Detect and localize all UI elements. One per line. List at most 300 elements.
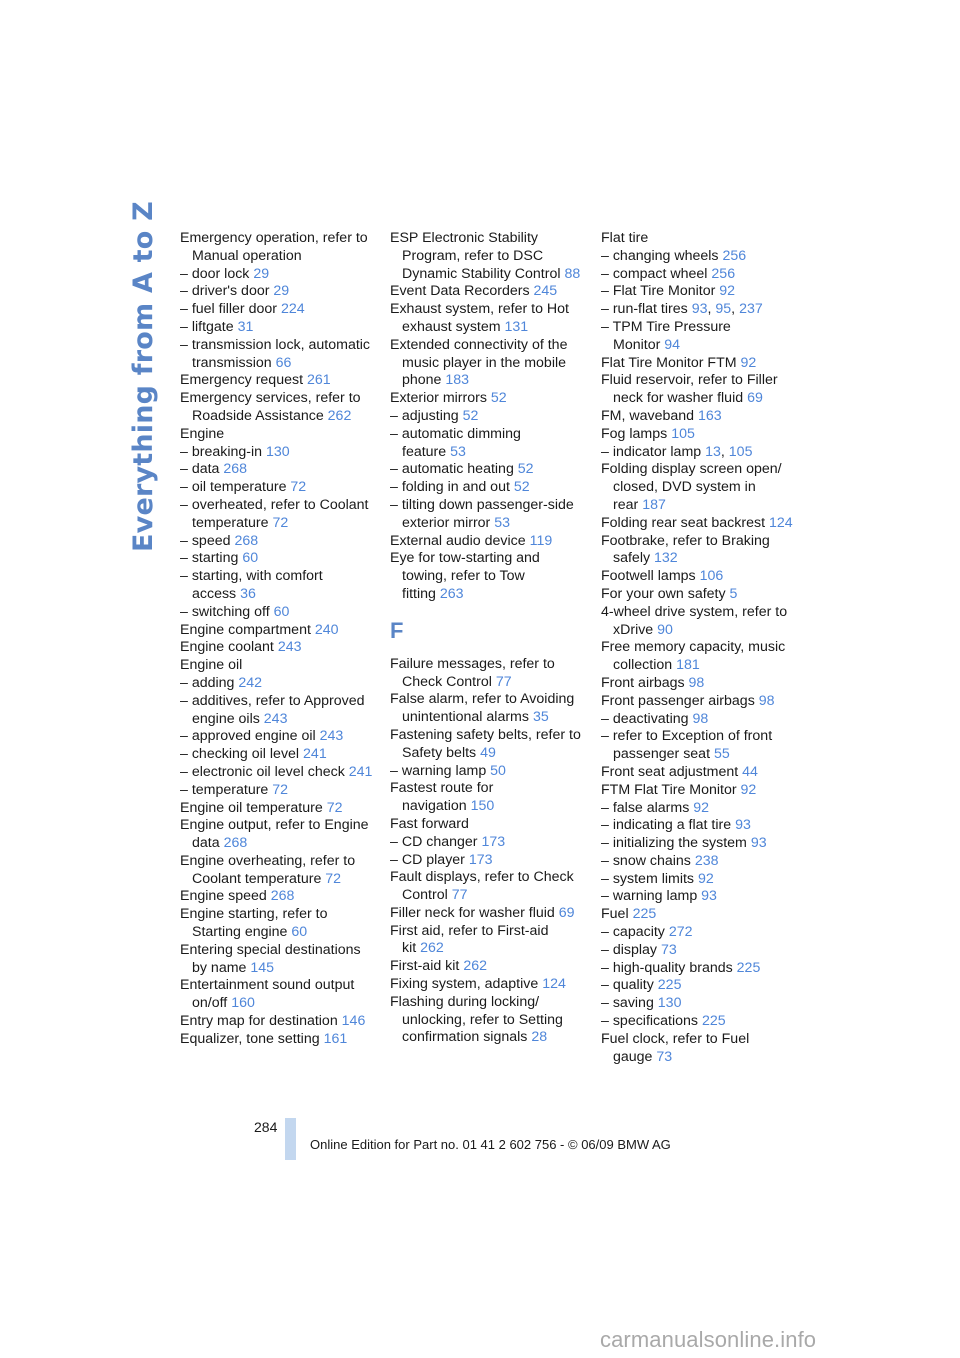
- index-entry-text: – indicator lamp: [601, 443, 702, 460]
- page-reference-link[interactable]: 241: [348, 763, 373, 780]
- page-reference-link[interactable]: 60: [242, 550, 259, 567]
- index-entry-text: – initializing the system: [601, 835, 747, 852]
- page-reference-link[interactable]: 72: [325, 870, 342, 887]
- index-entry: [601, 853, 796, 871]
- index-entry: [601, 266, 796, 284]
- section-side-title: Everything from A to Z: [128, 201, 159, 552]
- page-reference-link[interactable]: 88: [564, 265, 581, 282]
- page-reference-link[interactable]: 29: [253, 265, 270, 282]
- page-reference-link[interactable]: 238: [694, 852, 719, 869]
- page-reference-link[interactable]: 173: [468, 851, 493, 868]
- page-reference-link[interactable]: 243: [277, 639, 302, 656]
- index-entry: [601, 1031, 796, 1067]
- index-entry: [180, 942, 375, 978]
- page-reference-link[interactable]: 262: [327, 407, 352, 424]
- page-reference-link[interactable]: 94: [664, 336, 681, 353]
- index-entry-text: Engine compartment: [180, 621, 311, 638]
- index-entry: [601, 764, 796, 782]
- page-reference-link[interactable]: 262: [420, 940, 444, 957]
- index-entry-text: FTM Flat Tire Monitor: [601, 781, 737, 798]
- index-entry-text: – run-flat tires: [601, 301, 688, 318]
- index-entry: [601, 319, 796, 355]
- page-reference-link[interactable]: 55: [713, 746, 730, 763]
- page-reference-link[interactable]: 237: [739, 301, 763, 318]
- page-reference-link[interactable]: 187: [642, 496, 666, 513]
- page-reference-link[interactable]: 261: [306, 372, 331, 389]
- index-entry: [180, 1031, 375, 1049]
- index-entry-text: – oil temperature: [180, 479, 287, 496]
- index-entry: [601, 1013, 796, 1031]
- index-entry: [180, 497, 375, 533]
- index-entry-text: – checking oil level: [180, 746, 300, 763]
- index-entry: [601, 924, 796, 942]
- index-entry-text: – high-quality brands: [601, 959, 733, 976]
- index-entry-text: External audio device: [390, 532, 526, 549]
- index-entry: [390, 337, 585, 390]
- index-entry-text: Front airbags: [601, 674, 685, 691]
- index-entry-text: – false alarms: [601, 799, 690, 816]
- index-entry: [180, 657, 375, 675]
- index-entry: [390, 426, 585, 462]
- index-entry-text: Engine starting, refer to Starting engine: [180, 906, 328, 941]
- index-entry-text: Emergency operation, refer to Manual operation: [180, 230, 368, 264]
- page-reference-link[interactable]: 73: [656, 1048, 673, 1065]
- page-reference-link[interactable]: 92: [740, 354, 757, 371]
- index-entry-text: Fog lamps: [601, 425, 668, 442]
- page-reference-link[interactable]: 95: [715, 301, 732, 318]
- index-entry-text: Fixing system, adaptive: [390, 976, 539, 993]
- index-entry-text: ESP Electronic Stability Program, refer to DSC Dynamic Stability Control: [390, 230, 561, 282]
- page-reference-link[interactable]: 31: [237, 318, 254, 335]
- index-entry-text: Filler neck for washer fluid: [390, 904, 555, 921]
- index-entry: [390, 390, 585, 408]
- page-reference-link[interactable]: 225: [701, 1013, 726, 1030]
- index-entry: [180, 639, 375, 657]
- page-reference-link[interactable]: 132: [654, 550, 678, 567]
- page-reference-link[interactable]: 130: [265, 443, 290, 460]
- page-reference-link[interactable]: 105: [671, 425, 695, 442]
- page-reference-link[interactable]: 60: [291, 924, 308, 941]
- page-reference-link[interactable]: 256: [711, 265, 736, 282]
- index-entry-text: For your own safety: [601, 585, 726, 602]
- index-entry-text: Entry map for destination: [180, 1013, 338, 1030]
- page-reference-link[interactable]: 240: [314, 621, 339, 638]
- index-entry: [601, 372, 796, 408]
- index-entry-text: – warning lamp: [601, 888, 698, 905]
- page-reference-link[interactable]: 52: [517, 461, 534, 478]
- index-entry-text: First-aid kit: [390, 958, 460, 975]
- index-entry: [180, 888, 375, 906]
- page-reference-link[interactable]: 77: [495, 673, 512, 690]
- index-entry: [390, 656, 585, 692]
- index-entry-text: – changing wheels: [601, 247, 719, 264]
- index-entry-text: Engine oil: [180, 657, 243, 674]
- page-reference-link[interactable]: 52: [490, 390, 507, 407]
- index-entry: [601, 533, 796, 569]
- index-entry: [180, 1013, 375, 1031]
- index-entry: [180, 533, 375, 551]
- index-entry-text: Footwell lamps: [601, 568, 696, 585]
- index-entry: [390, 283, 585, 301]
- index-entry: [180, 693, 375, 729]
- page-reference-link[interactable]: 124: [542, 976, 566, 993]
- index-entry-text: False alarm, refer to Avoiding unintentional alarms: [390, 691, 575, 726]
- letter-heading: F: [390, 617, 404, 643]
- page-reference-link[interactable]: 268: [223, 461, 248, 478]
- index-entry-text: Exhaust system, refer to Hot exhaust system: [390, 301, 569, 335]
- page-reference-link[interactable]: 44: [742, 763, 758, 780]
- index-entry: [601, 408, 796, 426]
- index-entry-text: – driver's door: [180, 283, 270, 300]
- index-entry: [180, 479, 375, 497]
- page-reference-link[interactable]: 13: [705, 443, 721, 460]
- index-entry: [390, 905, 585, 923]
- index-entry-text: Fault displays, refer to Check Control: [390, 869, 574, 904]
- index-entry: [601, 568, 796, 586]
- index-entry: [180, 390, 375, 426]
- index-entry-text: – switching off: [180, 603, 270, 620]
- index-entry-text: – approved engine oil: [180, 728, 316, 745]
- index-entry-text: First aid, refer to First-aid kit: [390, 922, 549, 957]
- index-entry: [390, 976, 585, 994]
- index-entry: [180, 782, 375, 800]
- index-entry-text: Flat tire: [601, 230, 649, 246]
- index-entry-text: Eye for tow-starting and towing, refer to Tow fitting: [390, 550, 540, 602]
- index-entry-text: – data: [180, 461, 220, 478]
- index-entry-text: – quality: [601, 977, 654, 994]
- page-reference-link[interactable]: 73: [660, 941, 677, 958]
- index-entry: [180, 461, 375, 479]
- index-entry: [180, 266, 375, 284]
- index-entry-text: – fuel filler door: [180, 301, 277, 318]
- index-entry-text: – indicating a flat tire: [601, 817, 732, 834]
- page-reference-link[interactable]: 49: [480, 744, 496, 761]
- page-reference-link[interactable]: 53: [494, 514, 511, 531]
- index-entry-text: – liftgate: [180, 318, 234, 335]
- index-entry: [390, 923, 585, 959]
- index-entry-text: – CD changer: [390, 833, 478, 850]
- page-reference-link[interactable]: 163: [698, 407, 722, 424]
- index-entry-text: Fast forward: [390, 815, 469, 832]
- index-entry-text: – folding in and out: [390, 479, 510, 496]
- index-entry-text: Entertainment sound output on/off: [180, 977, 355, 1012]
- index-entry-text: Event Data Recorders: [390, 283, 530, 300]
- index-entry: [180, 800, 375, 818]
- index-entry: [601, 586, 796, 604]
- index-entry: – indicator lamp 13, 105: [601, 443, 753, 460]
- page-reference-link[interactable]: 224: [280, 301, 305, 318]
- index-entry-text: – electronic oil level check: [180, 763, 345, 780]
- index-entry-text: Emergency request: [180, 372, 304, 389]
- page-reference-link[interactable]: 130: [657, 995, 682, 1012]
- index-entry: [390, 691, 585, 727]
- index-entry: [390, 869, 585, 905]
- index-entry: [180, 977, 375, 1013]
- page-reference-link[interactable]: 146: [341, 1013, 366, 1030]
- page-reference-link[interactable]: 29: [273, 283, 290, 300]
- index-entry-text: Front passenger airbags: [601, 692, 755, 709]
- index-entry-text: – speed: [180, 532, 231, 549]
- index-entry: [601, 995, 796, 1013]
- page-reference-link[interactable]: 60: [273, 603, 290, 620]
- index-entry: [180, 230, 375, 266]
- page-reference-link[interactable]: 69: [558, 904, 575, 921]
- page-reference-link[interactable]: 262: [463, 958, 487, 975]
- page-reference-link[interactable]: 145: [250, 959, 275, 976]
- index-entry-text: Exterior mirrors: [390, 390, 487, 407]
- page-reference-link[interactable]: 35: [532, 709, 549, 726]
- index-entry-text: – system limits: [601, 870, 695, 887]
- index-entry: [601, 355, 796, 373]
- index-entry-text: – adding: [180, 674, 235, 691]
- index-entry-text: – adjusting: [390, 407, 459, 424]
- index-entry-text: – snow chains: [601, 852, 691, 869]
- index-entry-text: Engine speed: [180, 888, 267, 905]
- index-entry: [390, 550, 585, 603]
- page-reference-link[interactable]: 72: [326, 799, 343, 816]
- index-entry: [601, 283, 796, 301]
- page-reference-link[interactable]: 93: [750, 835, 767, 852]
- index-entry: [601, 693, 796, 711]
- index-entry-text: – additives, refer to Approved engine oils: [180, 692, 365, 727]
- index-entry-text: – door lock: [180, 265, 250, 282]
- index-entry-text: Failure messages, refer to Check Control: [390, 655, 555, 690]
- index-entry-text: – CD player: [390, 851, 465, 868]
- page-reference-link[interactable]: 268: [223, 835, 248, 852]
- index-entry: [390, 497, 585, 533]
- index-entry: [601, 728, 796, 764]
- page-reference-link[interactable]: 77: [451, 887, 468, 904]
- index-entry: [390, 461, 585, 479]
- index-entry: [180, 337, 375, 373]
- index-entry: [601, 461, 796, 514]
- page-reference-link[interactable]: 52: [462, 407, 479, 424]
- page-reference-link[interactable]: 150: [470, 798, 495, 815]
- index-entry: [601, 906, 796, 924]
- page-reference-link[interactable]: 98: [692, 710, 709, 727]
- index-entry: [180, 746, 375, 764]
- index-entry: [180, 550, 375, 568]
- page-reference-link[interactable]: 72: [290, 479, 307, 496]
- index-entry: [601, 817, 796, 835]
- index-entry-text: Folding rear seat backrest: [601, 514, 766, 531]
- page-reference-link[interactable]: 53: [450, 443, 466, 460]
- index-entry-text: – starting, with comfort access: [180, 568, 323, 602]
- page-reference-link[interactable]: 72: [272, 514, 289, 531]
- index-entry: [601, 960, 796, 978]
- page-reference-link[interactable]: 243: [319, 728, 344, 745]
- page-reference-link[interactable]: 98: [688, 674, 705, 691]
- index-entry: [180, 906, 375, 942]
- index-entry: [180, 426, 375, 444]
- index-entry-text: Equalizer, tone setting: [180, 1030, 320, 1047]
- page-reference-link[interactable]: 181: [676, 657, 700, 674]
- index-entry: [601, 888, 796, 906]
- page-reference-link[interactable]: 263: [439, 585, 464, 602]
- index-entry-text: Extended connectivity of the music player in the mobile phone: [390, 336, 568, 389]
- index-entry-text: Fastest route for navigation: [390, 780, 494, 815]
- index-entry-text: – compact wheel: [601, 265, 708, 282]
- index-entry: [601, 711, 796, 729]
- index-entry: [390, 780, 585, 816]
- page-reference-link[interactable]: 242: [238, 674, 263, 691]
- page-reference-link[interactable]: 268: [270, 888, 295, 905]
- page-reference-link[interactable]: 225: [657, 977, 682, 994]
- index-entry: [601, 871, 796, 889]
- index-entry: [180, 817, 375, 853]
- page-reference-link[interactable]: 161: [323, 1030, 348, 1047]
- index-column-1: [180, 230, 375, 1049]
- index-entry-text: FM, waveband: [601, 407, 695, 424]
- index-entry-text: – temperature: [180, 781, 269, 798]
- index-entry-text: – refer to Exception of front passenger seat: [601, 728, 773, 763]
- index-entry-text: Engine: [180, 425, 225, 442]
- index-entry: [601, 604, 796, 640]
- index-entry: [601, 977, 796, 995]
- index-entry-text: – Flat Tire Monitor: [601, 283, 716, 300]
- page-reference-link[interactable]: 119: [529, 532, 553, 549]
- index-entry: [390, 763, 585, 781]
- index-entry: [180, 568, 375, 604]
- footer-edition-text: Online Edition for Part no. 01 41 2 602 756 - © 06/09 BMW AG: [310, 1137, 671, 1152]
- index-entry: [601, 835, 796, 853]
- page-reference-link[interactable]: 183: [445, 372, 470, 389]
- index-entry-text: Front seat adjustment: [601, 763, 739, 780]
- index-entry-text: – capacity: [601, 924, 665, 941]
- page-reference-link[interactable]: 92: [693, 799, 710, 816]
- index-entry: [390, 533, 585, 551]
- index-entry: [390, 816, 585, 834]
- page-reference-link[interactable]: 50: [490, 762, 506, 779]
- page-reference-link[interactable]: 124: [768, 514, 793, 531]
- index-entry: [601, 800, 796, 818]
- page-reference-link[interactable]: 268: [234, 532, 259, 549]
- index-entry-text: Folding display screen open/ closed, DVD system in rear: [601, 461, 782, 513]
- page-reference-link[interactable]: 225: [632, 906, 657, 923]
- page-reference-link[interactable]: 52: [513, 479, 530, 496]
- index-entry-text: – TPM Tire Pressure Monitor: [601, 318, 731, 353]
- index-entry-text: Flat Tire Monitor FTM: [601, 354, 737, 371]
- index-entry-text: – starting: [180, 550, 239, 567]
- index-entry-text: – display: [601, 941, 657, 958]
- page-reference-link[interactable]: 93: [735, 817, 751, 834]
- page-reference-link[interactable]: 69: [747, 390, 763, 407]
- index-entry: [601, 230, 796, 248]
- index-entry: [180, 728, 375, 746]
- index-entry-text: – automatic dimming feature: [390, 425, 521, 460]
- index-entry: [180, 604, 375, 622]
- page-reference-link[interactable]: 93: [691, 301, 708, 318]
- index-entry-text: – breaking-in: [180, 443, 263, 460]
- index-entry-text: Engine output, refer to Engine data: [180, 817, 369, 852]
- index-entry-text: – warning lamp: [390, 762, 487, 779]
- index-entry-text: 4-wheel drive system, refer to xDrive: [601, 603, 788, 638]
- index-entry: [390, 852, 585, 870]
- index-entry-text: – automatic heating: [390, 461, 514, 478]
- index-entry-text: Engine overheating, refer to Coolant temperature: [180, 852, 356, 887]
- index-entry-text: – specifications: [601, 1013, 698, 1030]
- index-entry: [180, 372, 375, 390]
- index-entry: [390, 994, 585, 1047]
- index-entry-text: Flashing during locking/ unlocking, refer to Setting confirmation signals: [390, 993, 563, 1046]
- page-reference-link[interactable]: 256: [722, 247, 747, 264]
- index-column-2: [390, 230, 585, 1047]
- index-entry: [180, 764, 375, 782]
- index-entry: [390, 834, 585, 852]
- index-entry: [180, 675, 375, 693]
- index-entry-text: Free memory capacity, music collection: [601, 639, 786, 674]
- page-reference-link[interactable]: 272: [668, 924, 693, 941]
- index-entry-text: – deactivating: [601, 710, 689, 727]
- index-entry: [390, 479, 585, 497]
- page-reference-link[interactable]: 36: [240, 585, 256, 602]
- index-entry-text: Emergency services, refer to Roadside Assistance: [180, 390, 361, 424]
- index-entry: [601, 639, 796, 675]
- index-entry-text: – saving: [601, 995, 654, 1012]
- index-entry: [601, 426, 796, 444]
- page-reference-link[interactable]: 245: [533, 283, 558, 300]
- page-reference-link[interactable]: 173: [481, 833, 506, 850]
- index-entry: [601, 675, 796, 693]
- page-reference-link[interactable]: 106: [699, 568, 724, 585]
- index-entry: [390, 230, 585, 283]
- page-reference-link[interactable]: 90: [657, 621, 673, 638]
- page-reference-link[interactable]: 72: [272, 781, 289, 798]
- index-entry: [601, 782, 796, 800]
- page-reference-link[interactable]: 92: [740, 781, 757, 798]
- index-entry: [601, 942, 796, 960]
- index-column-3: [601, 230, 796, 1066]
- index-entry: [390, 727, 585, 763]
- index-entry: – run-flat tires 93, 95, 237: [601, 301, 763, 318]
- index-entry-text: Fuel: [601, 906, 629, 923]
- page-reference-link[interactable]: 243: [263, 710, 288, 727]
- page-reference-link[interactable]: 5: [729, 585, 738, 602]
- index-entry-text: Engine coolant: [180, 639, 274, 656]
- page-reference-link[interactable]: 160: [231, 995, 255, 1012]
- index-entry-text: – tilting down passenger-side exterior mirror: [390, 496, 574, 531]
- page-reference-link[interactable]: 93: [701, 888, 717, 905]
- page-reference-link[interactable]: 131: [504, 318, 529, 335]
- index-entry: [390, 408, 585, 426]
- page-reference-link[interactable]: 28: [531, 1029, 548, 1046]
- index-entry-text: Footbrake, refer to Braking safely: [601, 532, 770, 567]
- index-entry-text: – transmission lock, automatic transmission: [180, 336, 371, 371]
- page-reference-link[interactable]: 92: [697, 870, 714, 887]
- index-entry: [180, 853, 375, 889]
- index-entry: [601, 248, 796, 266]
- page-number: 284: [254, 1119, 278, 1135]
- index-entry: [180, 283, 375, 301]
- index-entry-text: Entering special destinations by name: [180, 941, 361, 976]
- index-entry: [180, 319, 375, 337]
- page-reference-link[interactable]: 241: [303, 746, 327, 763]
- index-entry-text: – overheated, refer to Coolant temperature: [180, 496, 369, 531]
- index-entry: [601, 515, 796, 533]
- site-watermark: carmanualsonline.info: [600, 1327, 817, 1352]
- page-reference-link[interactable]: 98: [758, 692, 775, 709]
- page-reference-link[interactable]: 92: [719, 283, 736, 300]
- page-reference-link[interactable]: 66: [275, 354, 292, 371]
- index-entry-text: Fuel clock, refer to Fuel gauge: [601, 1030, 750, 1065]
- page-reference-link[interactable]: 225: [736, 959, 761, 976]
- page-reference-link[interactable]: 105: [728, 443, 753, 460]
- index-entry: [180, 301, 375, 319]
- index-entry: [180, 622, 375, 640]
- index-entry-text: Fluid reservoir, refer to Filler neck for washer fluid: [601, 372, 778, 407]
- index-entry: [390, 301, 585, 337]
- index-entry: [180, 444, 375, 462]
